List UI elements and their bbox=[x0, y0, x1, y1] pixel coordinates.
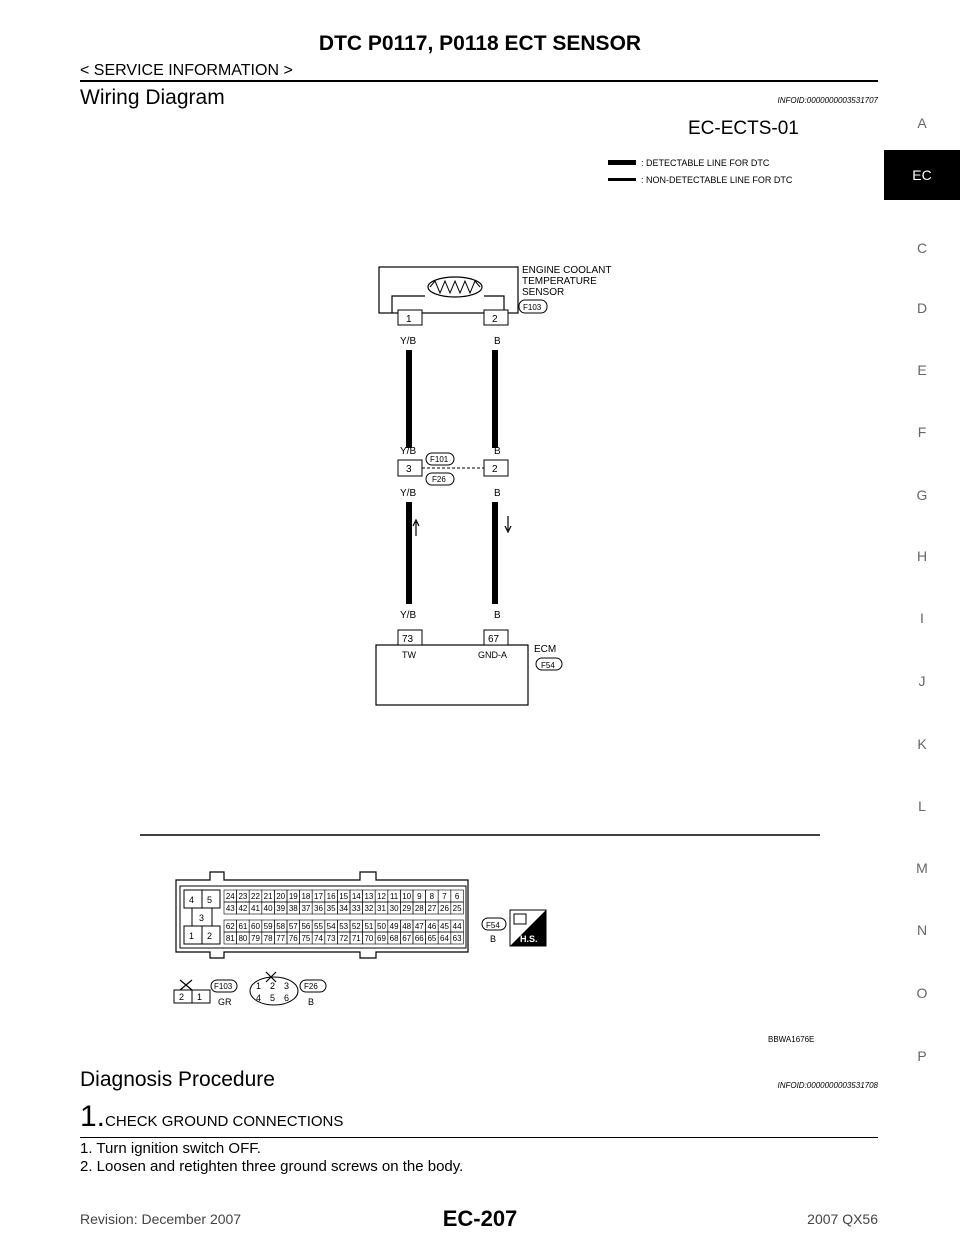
ecm-grid-pin: 64 bbox=[440, 934, 449, 943]
step-divider bbox=[80, 1137, 878, 1138]
ecm-pin-name-tw: TW bbox=[402, 650, 416, 660]
ecm-grid-pin: 56 bbox=[301, 922, 311, 931]
ecm-pin-name-gnd: GND-A bbox=[478, 650, 507, 660]
f26-pin-6: 6 bbox=[284, 993, 290, 1003]
diagnosis-procedure-heading: Diagnosis Procedure bbox=[80, 1068, 275, 1091]
page-subtitle: < SERVICE INFORMATION > bbox=[80, 62, 293, 79]
ecm-grid-pin: 30 bbox=[389, 904, 399, 913]
page-title: DTC P0117, P0118 ECT SENSOR bbox=[318, 32, 642, 55]
ecm-grid-pin: 43 bbox=[225, 904, 235, 913]
index-tab-f[interactable]: F bbox=[917, 424, 927, 440]
step-number: 1. bbox=[80, 1100, 106, 1133]
ecm-grid-pin: 8 bbox=[429, 892, 435, 901]
resistor-zigzag bbox=[430, 281, 480, 293]
ecm-grid-pin: 76 bbox=[288, 934, 298, 943]
index-tab-e[interactable]: E bbox=[917, 362, 927, 378]
index-tab-g[interactable]: G bbox=[916, 487, 928, 503]
legend-detectable: : DETECTABLE LINE FOR DTC bbox=[641, 158, 770, 168]
legend-swatch-nondetectable bbox=[608, 178, 636, 181]
wire-color-right-3: B bbox=[494, 488, 501, 499]
ecm-grid-pin: 41 bbox=[251, 904, 260, 913]
diagnosis-procedure-infoid: INFOID:0000000003531708 bbox=[777, 1081, 878, 1090]
ecm-connector-face bbox=[176, 872, 468, 958]
step-item-2: 2. Loosen and retighten three ground screws on the body. bbox=[80, 1158, 464, 1175]
ecm-grid-pin: 40 bbox=[263, 904, 273, 913]
ecm-grid-pin: 37 bbox=[301, 904, 311, 913]
ecm-left-pin-4: 4 bbox=[189, 895, 195, 905]
ecm-pin-67: 67 bbox=[488, 634, 500, 645]
ecm-grid-pin: 65 bbox=[427, 934, 437, 943]
ecm-grid-pin: 66 bbox=[414, 934, 424, 943]
index-tab-p[interactable]: P bbox=[917, 1048, 927, 1064]
ecm-grid-pin: 78 bbox=[263, 934, 273, 943]
index-tab-h[interactable]: H bbox=[916, 548, 928, 564]
hs-harness-side-icon bbox=[510, 910, 546, 946]
footer-revision: Revision: December 2007 bbox=[80, 1211, 242, 1227]
ecm-grid-pin: 49 bbox=[389, 922, 399, 931]
joint-connector-f101: F101 bbox=[430, 455, 449, 464]
ecm-grid-pin: 29 bbox=[402, 904, 412, 913]
ecm-left-pin-5: 5 bbox=[207, 895, 213, 905]
step-title: CHECK GROUND CONNECTIONS bbox=[105, 1113, 344, 1130]
ecm-pin-73: 73 bbox=[402, 634, 414, 645]
f26-pin-2: 2 bbox=[270, 981, 276, 991]
wire-color-right-1: B bbox=[494, 336, 501, 347]
ecm-grid-pin: 48 bbox=[402, 922, 412, 931]
ecm-grid-pin: 61 bbox=[238, 922, 248, 931]
wire-color-right-2: B bbox=[494, 446, 501, 457]
wire-left-upper bbox=[406, 350, 412, 448]
f26-pin-5: 5 bbox=[270, 993, 276, 1003]
ecm-grid-pin: 12 bbox=[377, 892, 386, 901]
ecm-label: ECM bbox=[534, 644, 557, 655]
index-tab-o[interactable]: O bbox=[916, 985, 928, 1001]
ecm-grid-pin: 72 bbox=[339, 934, 349, 943]
ecm-grid-pin: 24 bbox=[225, 892, 235, 901]
wire-color-left-2: Y/B bbox=[400, 446, 417, 457]
ecm-grid-pin: 73 bbox=[326, 934, 336, 943]
legend-swatch-detectable bbox=[608, 160, 636, 165]
f103-connector-face bbox=[174, 980, 210, 1003]
ecm-grid-pin: 60 bbox=[251, 922, 260, 931]
wiring-diagram bbox=[80, 110, 880, 1070]
ecm-grid-pin: 81 bbox=[225, 934, 235, 943]
joint-pin-2: 2 bbox=[492, 464, 498, 475]
ecm-grid-pin: 79 bbox=[251, 934, 260, 943]
ecm-grid-pin: 13 bbox=[364, 892, 374, 901]
ecm-grid-pin: 11 bbox=[389, 892, 399, 901]
ecm-grid-pin: 7 bbox=[442, 892, 447, 901]
ecm-grid-pin: 68 bbox=[389, 934, 399, 943]
ecm-grid-pin: 69 bbox=[377, 934, 386, 943]
ecm-grid-pin: 71 bbox=[351, 934, 361, 943]
ecm-grid-pin: 32 bbox=[364, 904, 374, 913]
ecm-left-pin-3: 3 bbox=[199, 913, 205, 923]
ecm-grid-pin: 47 bbox=[414, 922, 424, 931]
sensor-pin-2: 2 bbox=[492, 314, 498, 325]
ecm-grid-pin: 44 bbox=[452, 922, 462, 931]
hs-label: H.S. bbox=[520, 934, 538, 944]
ecm-grid-pin: 63 bbox=[452, 934, 462, 943]
wire-right-upper bbox=[492, 350, 498, 448]
wire-right-lower bbox=[492, 502, 498, 604]
index-tab-d[interactable]: D bbox=[916, 300, 928, 316]
sensor-connector-id: F103 bbox=[523, 303, 542, 312]
ecm-grid-pin: 74 bbox=[314, 934, 323, 943]
index-tab-j[interactable]: J bbox=[918, 673, 926, 689]
ecm-grid-pin: 67 bbox=[402, 934, 412, 943]
ecm-grid-pin: 33 bbox=[351, 904, 361, 913]
wiring-diagram-infoid: INFOID:0000000003531707 bbox=[777, 96, 878, 105]
signal-arrow-down bbox=[505, 516, 511, 532]
ecm-grid-pin: 38 bbox=[288, 904, 298, 913]
f103-pin-1: 1 bbox=[197, 992, 203, 1002]
ecm-grid-pin: 26 bbox=[440, 904, 449, 913]
ecm-grid-pin: 39 bbox=[276, 904, 286, 913]
ecm-grid-pin: 75 bbox=[301, 934, 311, 943]
ecm-grid-pin: 50 bbox=[377, 922, 386, 931]
ecm-grid-pin: 16 bbox=[326, 892, 336, 901]
ecm-grid-pin: 36 bbox=[314, 904, 323, 913]
ecm-grid-pin: 27 bbox=[427, 904, 437, 913]
ecm-grid-pin: 45 bbox=[440, 922, 449, 931]
index-tab-i[interactable]: I bbox=[920, 610, 924, 626]
f26-connector-face bbox=[250, 972, 298, 1005]
ecm-grid-pin: 70 bbox=[364, 934, 374, 943]
ecm-grid-pin: 77 bbox=[276, 934, 286, 943]
f26-id: F26 bbox=[304, 982, 318, 991]
ecm-grid-pin: 54 bbox=[326, 922, 336, 931]
ecm-grid-pin: 10 bbox=[402, 892, 412, 901]
f26-color: B bbox=[308, 997, 315, 1007]
step-1-heading bbox=[80, 1100, 343, 1134]
diagram-code: EC-ECTS-01 bbox=[688, 118, 799, 139]
ecm-grid-pin: 15 bbox=[339, 892, 349, 901]
ecm-grid-pin: 28 bbox=[414, 904, 424, 913]
ecm-grid-pin: 34 bbox=[339, 904, 349, 913]
header-divider bbox=[80, 80, 878, 82]
ecm-grid-pin: 6 bbox=[454, 892, 460, 901]
ecm-grid-pin: 57 bbox=[288, 922, 298, 931]
wire-color-left-4: Y/B bbox=[400, 610, 417, 621]
wiring-diagram-heading: Wiring Diagram bbox=[80, 86, 225, 109]
sensor-label: ENGINE COOLANT TEMPERATURE SENSOR bbox=[522, 265, 612, 298]
ecm-grid-pin: 17 bbox=[314, 892, 323, 901]
ecm-grid-pin: 21 bbox=[263, 892, 273, 901]
f103-color: GR bbox=[218, 997, 232, 1007]
f103-pin-2: 2 bbox=[179, 992, 185, 1002]
joint-pin-3: 3 bbox=[406, 464, 412, 475]
f26-pin-3: 3 bbox=[284, 981, 290, 991]
ecm-grid-pin: 14 bbox=[351, 892, 361, 901]
ecm-face-connector-color: B bbox=[490, 934, 497, 944]
ecm-grid-pin: 46 bbox=[427, 922, 437, 931]
index-tab-a[interactable]: A bbox=[917, 115, 927, 131]
ecm-grid-pin: 35 bbox=[326, 904, 336, 913]
ecm-grid-pin: 25 bbox=[452, 904, 462, 913]
ecm-grid-pin: 59 bbox=[263, 922, 273, 931]
wire-color-right-4: B bbox=[494, 610, 501, 621]
index-tab-m[interactable]: M bbox=[916, 860, 928, 876]
footer-page-number: EC-207 bbox=[442, 1206, 518, 1231]
ecm-connector-id: F54 bbox=[541, 661, 555, 670]
ecm-grid-pin: 31 bbox=[377, 904, 386, 913]
ecm-grid-pin: 55 bbox=[314, 922, 323, 931]
footer-model: 2007 QX56 bbox=[807, 1211, 878, 1227]
wire-color-left-1: Y/B bbox=[400, 336, 417, 347]
joint-connector-f26: F26 bbox=[432, 475, 446, 484]
ecm-grid-pin: 62 bbox=[225, 922, 235, 931]
ecm-grid-pin: 53 bbox=[339, 922, 349, 931]
signal-arrow-up bbox=[413, 520, 419, 536]
index-tab-ec[interactable]: EC bbox=[884, 150, 960, 200]
ecm-grid-pin: 22 bbox=[251, 892, 260, 901]
ecm-face-connector-id: F54 bbox=[486, 921, 500, 930]
step-item-1: 1. Turn ignition switch OFF. bbox=[80, 1140, 261, 1157]
wire-left-lower bbox=[406, 502, 412, 604]
wire-color-left-3: Y/B bbox=[400, 488, 417, 499]
f26-pin-4: 4 bbox=[256, 993, 262, 1003]
index-tab-c[interactable]: C bbox=[916, 240, 928, 256]
legend-nondetectable: : NON-DETECTABLE LINE FOR DTC bbox=[641, 175, 793, 185]
ecm-grid-pin: 51 bbox=[364, 922, 374, 931]
ecm-left-pin-2: 2 bbox=[207, 931, 213, 941]
ecm-grid-pin: 58 bbox=[276, 922, 286, 931]
index-tab-k[interactable]: K bbox=[917, 736, 927, 752]
index-tab-n[interactable]: N bbox=[916, 922, 928, 938]
ecm-grid-pin: 20 bbox=[276, 892, 286, 901]
ecm-grid-pin: 9 bbox=[417, 892, 422, 901]
ecm-grid-pin: 18 bbox=[301, 892, 311, 901]
ecm-grid-pin: 19 bbox=[288, 892, 298, 901]
index-tab-l[interactable]: L bbox=[918, 798, 926, 814]
f103-id: F103 bbox=[214, 982, 233, 991]
figure-id: BBWA1676E bbox=[768, 1035, 815, 1044]
ecm-left-pin-1: 1 bbox=[189, 931, 195, 941]
section-index bbox=[884, 0, 960, 1242]
sensor-pin-1: 1 bbox=[406, 314, 412, 325]
ecm-grid-pin: 23 bbox=[238, 892, 248, 901]
ecm-grid-pin: 42 bbox=[238, 904, 248, 913]
f26-pin-1: 1 bbox=[256, 981, 262, 991]
ecm-grid-pin: 80 bbox=[238, 934, 248, 943]
ecm-grid-pin: 52 bbox=[351, 922, 361, 931]
